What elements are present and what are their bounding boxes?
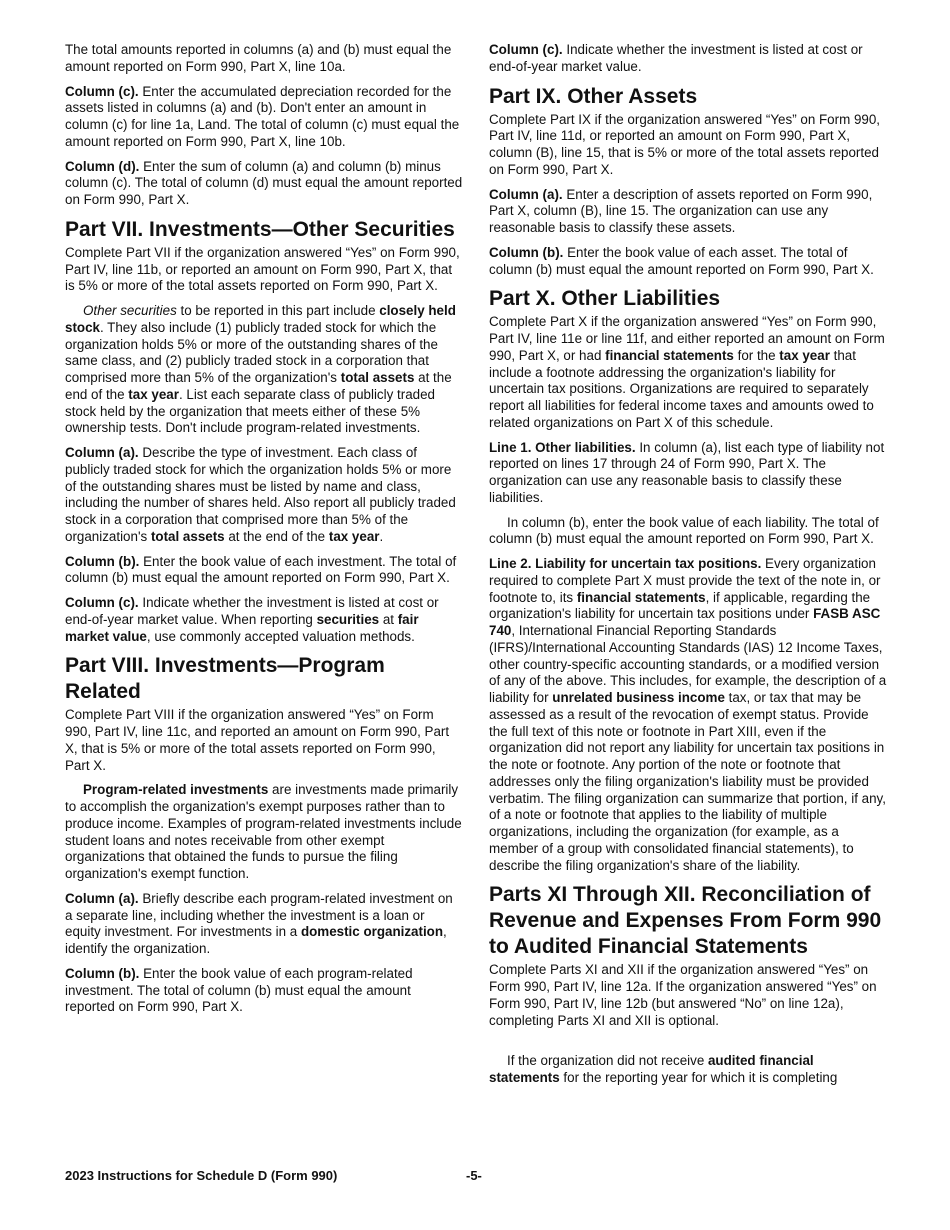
text-run: at the end of the xyxy=(224,528,329,544)
text-run: Part VII. Investments—Other Securities xyxy=(65,217,455,241)
text-run: Complete Part IX if the organization answered “Yes” on Form 990, Part IV, line 11d, or reported an amount on Form 990, Part X, column (B), line 15, that is 5% or more of the total assets reported on Form 990, Part X. xyxy=(489,111,881,177)
bold-text: Column (a). xyxy=(65,890,139,906)
bold-text: Column (a). xyxy=(65,445,139,460)
text-run: , if applicable, regarding the organization's liability for uncertain tax positions under xyxy=(489,589,871,622)
paragraph xyxy=(65,782,463,883)
text-run: Describe the type of investment. Each class of publicly traded stock for which the organization holds 5% or more of the outstanding shares must be listed by name and class, including the number of shares held. Also report all publicly traded stock in a corporation that comprised more than 5% of the organization's xyxy=(65,445,456,544)
text-run: Enter the book value of each program-related investment. The total of column (b) must equal the amount reported on Form 990, Part X. xyxy=(65,965,413,1015)
paragraph xyxy=(489,556,887,874)
text-run: Enter the sum of column (a) and column (b) minus column (c). The total of column (d) must equal the amount reported on Form 990, Part X. xyxy=(65,158,463,207)
text-run: for the reporting year for which it is completing xyxy=(559,1070,838,1085)
text-run: . They also include (1) publicly traded stock for which the organization holds 5% or more of the outstanding shares of the same class, and (2) publicly traded stock in a corporation that comprised more than 5% of the organization's xyxy=(65,319,438,385)
paragraph xyxy=(489,1053,887,1087)
text-run: at xyxy=(379,611,398,627)
text-run: Every organization required to complete Part X must provide the text of the note in, or footnote to, its xyxy=(489,556,881,605)
section-heading xyxy=(489,286,887,312)
bold-text: domestic organization xyxy=(300,924,444,940)
section-heading xyxy=(65,653,463,705)
paragraph xyxy=(65,554,463,588)
bold-text: financial statements xyxy=(605,347,734,363)
text-run: The total amounts reported in columns (a) and (b) must equal the amount reported on Form 990, Part X, line 10a. xyxy=(65,42,452,74)
bold-text: Column (c). xyxy=(65,83,139,99)
paragraph xyxy=(489,245,887,279)
paragraph xyxy=(65,445,463,546)
text-run: . xyxy=(379,528,384,544)
paragraph xyxy=(489,112,887,179)
bold-text: tax year xyxy=(128,386,179,402)
text-run: Enter the book value of each asset. The total of column (b) must equal the amount reported on Form 990, Part X. xyxy=(489,244,874,277)
text-run: , identify the organization. xyxy=(65,924,447,956)
text-run: Briefly describe each program-related investment on a separate line, including whether the investment is a loan or equity investment. For investments in a xyxy=(65,890,453,940)
paragraph xyxy=(65,966,463,1016)
section-heading xyxy=(489,882,887,960)
bold-text: fair market value xyxy=(65,611,419,644)
paragraph xyxy=(65,245,463,295)
text-run: Complete Part X if the organization answered “Yes” on Form 990, Part IV, line 11e or line 11f, and either reported an amount on Form 990, Part X, or had xyxy=(489,314,885,363)
text-run: , use commonly accepted valuation methods. xyxy=(146,628,415,644)
bold-text: closely held stock xyxy=(65,303,456,335)
text-run: Part VIII. Investments—Program Related xyxy=(65,654,385,704)
text-run: , International Financial Reporting Standards (IFRS)/International Accounting Standards (IAS) 12 Income Taxes, other country-specific accounting standards, or a modified version of any of the above. This includes, for example, the description of a liability for xyxy=(489,623,887,705)
text-run: tax, or tax that may be assessed as a result of the revocation of exempt status. Provide the full text of this note or footnote in Part XIII, even if the organization did not report any liability for uncertain tax positions in the note or footnote. Any portion of the note or footnote that addresses only the filing organization's liability must be provided verbatim. The filing organization can summarize that portion, if any, of a note or footnote that applies to the liability of multiple organizations, including the organization (for example, as a member of a group with consolidated financial statements), to describe the filing organization's share of the liability. xyxy=(489,690,886,873)
bold-text: unrelated business income xyxy=(552,690,725,705)
text-run: In column (a), list each type of liability not reported on lines 17 through 24 of Form 990, Part X. The organization can use any reasonable basis to classify these liabilities. xyxy=(489,439,885,505)
text-run: Complete Part VIII if the organization answered “Yes” on Form 990, Part IV, line 11c, and reported an amount on Form 990, Part X, that is 5% or more of the total assets reported on Form 990, Part X. xyxy=(65,707,450,773)
text-run: to be reported in this part include xyxy=(176,303,380,318)
text-run: Complete Part VII if the organization answered “Yes” on Form 990, Part IV, line 11b, or reported an amount on Form 990, Part X, that is 5% or more of the total assets reported on Form 990, Part X. xyxy=(65,244,460,294)
bold-text: Line 2. Liability for uncertain tax positions. xyxy=(489,556,762,571)
page-number: -5- xyxy=(466,1168,482,1183)
paragraph xyxy=(65,891,463,958)
text-run: Enter the accumulated depreciation recorded for the assets listed in columns (a) and (b). Don't enter an amount in column (c) for line 1a, Land. The total of column (c) must equal the amount reported on Form 990, Part X, line 10b. xyxy=(65,83,460,149)
bold-text: audited financial statements xyxy=(489,1053,814,1085)
text-run: Enter a description of assets reported on Form 990, Part X, column (B), line 15. The organization can use any reasonable basis to classify these assets. xyxy=(489,186,873,235)
paragraph xyxy=(65,595,463,645)
paragraph xyxy=(489,314,887,431)
footer-title: 2023 Instructions for Schedule D (Form 990) xyxy=(65,1168,338,1183)
bold-text: FASB ASC 740 xyxy=(489,606,881,638)
bold-text: Column (b). xyxy=(65,965,140,981)
bold-text: Column (b). xyxy=(489,244,564,260)
section-heading xyxy=(65,217,463,243)
paragraph xyxy=(65,159,463,209)
paragraph xyxy=(489,187,887,237)
bold-text: tax year xyxy=(779,347,830,363)
text-run: are investments made primarily to accomplish the organization's exempt purposes rather than to produce income. Examples of program-related investments include student loans and notes receivable from other exempt organizations that obtained the funds to pursue the filing organization's exempt function. xyxy=(65,782,462,881)
text-run: In column (b), enter the book value of each liability. The total of column (b) must equal the amount reported on Form 990, Part X. xyxy=(489,514,879,547)
text-run: at the end of the xyxy=(65,370,452,402)
text-run: Part X. Other Liabilities xyxy=(489,287,721,311)
text-run: Indicate whether the investment is listed at cost or end-of-year market value. xyxy=(489,42,863,74)
paragraph xyxy=(65,707,463,774)
text-run: If the organization did not receive xyxy=(507,1053,708,1069)
text-run: that include a footnote addressing the organization's liability for uncertain tax positions. Organizations are required to separately report all liabilities for federal income taxes and amounts owed to related organizations on Part X of this schedule. xyxy=(489,347,874,430)
bold-text: tax year xyxy=(328,528,380,544)
paragraph xyxy=(65,303,463,437)
section-heading xyxy=(489,84,887,110)
bold-text: total assets xyxy=(340,370,415,385)
text-run: Enter the book value of each investment. The total of column (b) must equal the amount reported on Form 990, Part X. xyxy=(65,553,457,586)
bold-text: Column (a). xyxy=(489,186,563,202)
bold-text: Column (b). xyxy=(65,553,140,569)
bold-text: Line 1. Other liabilities. xyxy=(489,439,636,455)
bold-text: securities xyxy=(316,611,380,627)
bold-text: financial statements xyxy=(576,589,706,605)
bold-text: Program-related investments xyxy=(83,782,269,798)
text-run: Indicate whether the investment is listed at cost or end-of-year market value. When reporting xyxy=(65,595,439,627)
text-run: Parts XI Through XII. Reconciliation of Revenue and Expenses From Form 990 to Audited Financial Statements xyxy=(489,883,882,959)
paragraph xyxy=(489,42,887,76)
bold-text: Column (d). xyxy=(65,158,140,174)
bold-text: Column (c). xyxy=(489,42,563,57)
paragraph xyxy=(65,42,463,76)
paragraph xyxy=(489,962,887,1029)
bold-text: Column (c). xyxy=(65,595,139,610)
paragraph xyxy=(65,84,463,151)
text-run: for the xyxy=(733,347,780,363)
paragraph xyxy=(489,1037,887,1045)
text-run: . List each separate class of publicly traded stock held by the organization that meets either of these 5% ownership tests. Don't include program-related investments. xyxy=(65,386,435,436)
paragraph xyxy=(489,515,887,549)
right-column xyxy=(489,42,887,1095)
text-run: Complete Parts XI and XII if the organization answered “Yes” on Form 990, Part IV, line 12a. If the organization answered “Yes” on Form 990, Part IV, line 12b (but answered “No” on line 12a), completing Parts XI and XII is optional. xyxy=(489,962,877,1028)
paragraph xyxy=(489,440,887,507)
left-column xyxy=(65,42,463,1024)
italic-text: Other securities xyxy=(83,303,177,318)
text-run: Part IX. Other Assets xyxy=(489,84,698,108)
bold-text: total assets xyxy=(150,528,225,544)
